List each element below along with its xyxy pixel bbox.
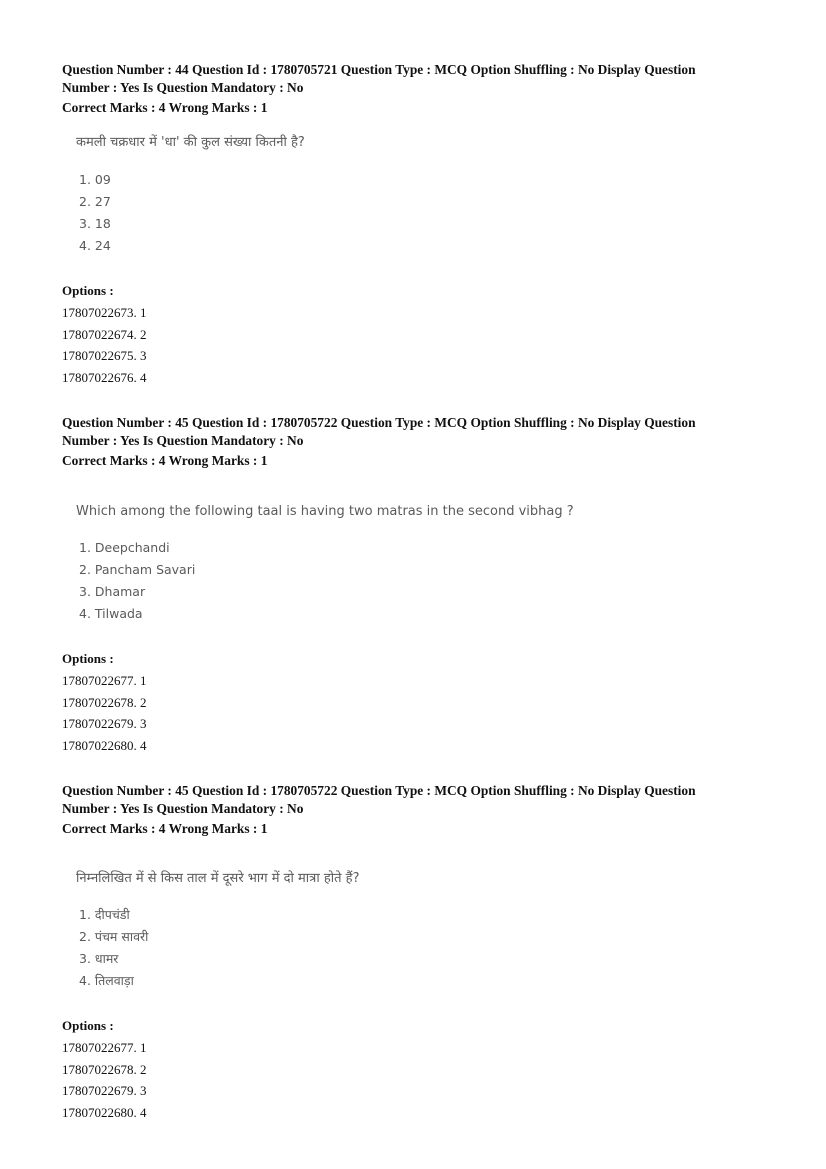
question-meta-line: Number : Yes Is Question Mandatory : No — [62, 800, 304, 816]
answer-choice: 1. दीपचंडी — [79, 907, 130, 922]
question-meta-line: Number : Yes Is Question Mandatory : No — [62, 79, 304, 95]
answer-choice: 1. 09 — [79, 172, 111, 187]
option-item: 17807022676. 4 — [62, 370, 147, 386]
options-title: Options : — [62, 651, 114, 666]
option-item: 17807022677. 1 — [62, 672, 147, 688]
answer-choice: 2. 27 — [79, 194, 111, 209]
answer-choice: 3. 18 — [79, 216, 111, 231]
option-item: 17807022678. 2 — [62, 694, 147, 710]
option-item: 17807022673. 1 — [62, 304, 147, 320]
question-header-45-hindi — [62, 782, 762, 838]
question-meta-line: Question Number : 45 Question Id : 1780705722 Question Type : MCQ Option Shuffling : No Display Question — [62, 783, 696, 798]
option-item: 17807022679. 3 — [62, 1083, 147, 1099]
marks-line: Correct Marks : 4 Wrong Marks : 1 — [62, 821, 268, 836]
question-meta-line: Question Number : 45 Question Id : 1780705722 Question Type : MCQ Option Shuffling : No Display Question — [62, 415, 696, 430]
options-title: Options : — [62, 1018, 114, 1033]
question-text: कमली चक्रधार में 'धा' की कुल संख्या कितनी है? — [76, 135, 305, 150]
question-header-45 — [62, 414, 762, 470]
option-item: 17807022674. 2 — [62, 326, 147, 342]
answer-choice: 3. धामर — [79, 951, 119, 966]
option-item: 17807022678. 2 — [62, 1061, 147, 1077]
answer-choice: 2. पंचम सावरी — [79, 929, 149, 944]
question-text: Which among the following taal is having two matras in the second vibhag ? — [76, 504, 574, 519]
question-text: निम्नलिखित में से किस ताल में दूसरे भाग में दो मात्रा होते हैं? — [76, 871, 360, 886]
answer-choice: 3. Dhamar — [79, 584, 146, 599]
marks-line: Correct Marks : 4 Wrong Marks : 1 — [62, 453, 268, 468]
option-item: 17807022679. 3 — [62, 716, 147, 732]
question-meta-line: Question Number : 44 Question Id : 1780705721 Question Type : MCQ Option Shuffling : No Display Question — [62, 62, 696, 77]
answer-choice: 1. Deepchandi — [79, 540, 170, 555]
option-item: 17807022677. 1 — [62, 1039, 147, 1055]
option-item: 17807022680. 4 — [62, 1105, 147, 1121]
answer-choice: 4. तिलवाड़ा — [79, 973, 134, 988]
answer-choice: 2. Pancham Savari — [79, 562, 196, 577]
marks-line: Correct Marks : 4 Wrong Marks : 1 — [62, 100, 268, 115]
options-title: Options : — [62, 283, 114, 298]
option-item: 17807022675. 3 — [62, 348, 147, 364]
option-item: 17807022680. 4 — [62, 738, 147, 754]
question-meta-line: Number : Yes Is Question Mandatory : No — [62, 432, 304, 448]
question-header-44 — [62, 61, 762, 117]
answer-choice: 4. 24 — [79, 238, 111, 253]
answer-choice: 4. Tilwada — [79, 606, 143, 621]
